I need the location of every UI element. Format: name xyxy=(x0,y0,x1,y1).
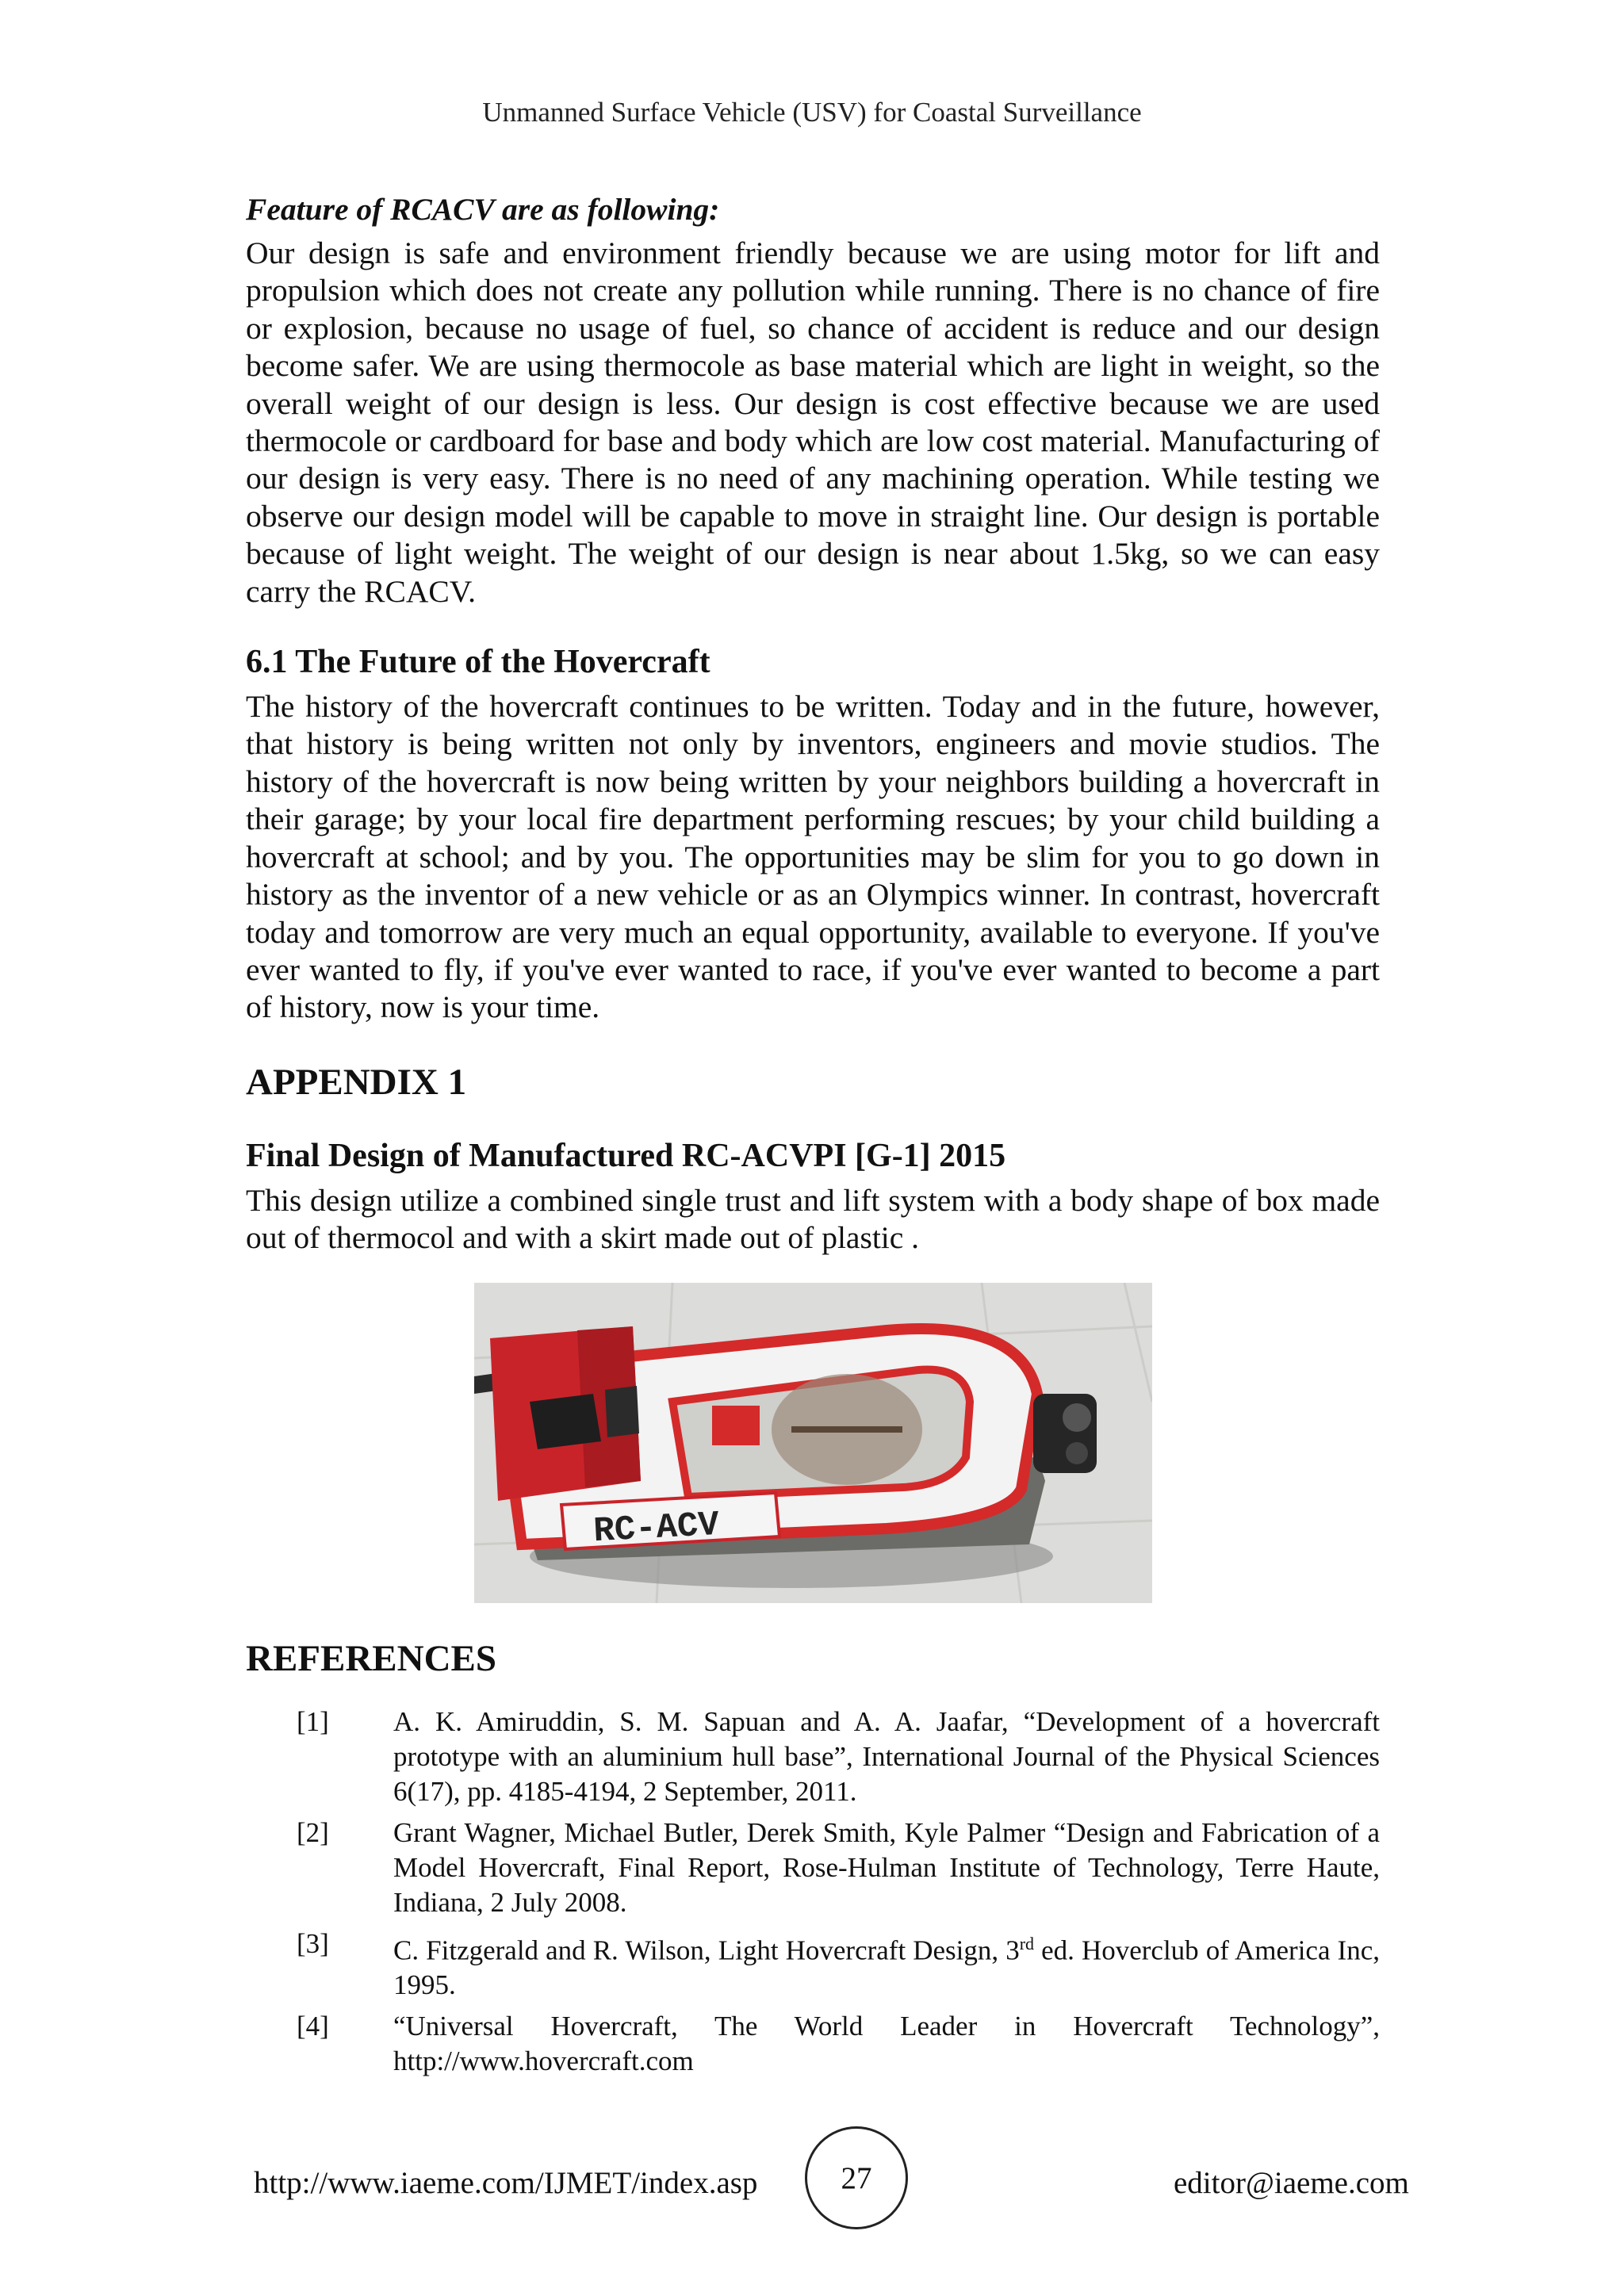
reference-number: [2] xyxy=(297,1816,329,1848)
reference-number: [3] xyxy=(297,1927,329,1959)
reference-list xyxy=(246,1705,1380,2080)
future-paragraph: The history of the hovercraft continues to be written. Today and in the future, however, that history is being written not only by inventors, engineers and movie studios. The history of the hovercraft is now being written by your neighbors building a hovercraft in their garage; by your local fire department performing rescues; by your child building a hovercraft at school; and by you. The opportunities may be slim for you to go down in history as the inventor of a new vehicle or as an Olympics winner. In contrast, hovercraft today and tomorrow are very much an equal opportunity, available to everyone. If you've ever wanted to fly, if you've ever wanted to race, if you've ever wanted to become a part of history, now is your time. xyxy=(246,689,1380,1025)
reference-text-part: ed. Hoverclub of America Inc, 1995. xyxy=(393,1934,1380,2001)
photo-label: RC-ACV xyxy=(592,1505,720,1552)
reference-item xyxy=(246,2009,1380,2079)
page-number: 27 xyxy=(805,2126,908,2229)
feature-heading: Feature of RCACV are as following: xyxy=(246,192,720,227)
reference-number: [4] xyxy=(297,2011,329,2042)
figure-container xyxy=(246,1283,1380,1603)
appendix-paragraph: This design utilize a combined single trust and lift system with a body shape of box made out of thermocol and with a skirt made out of plastic . xyxy=(246,1182,1380,1256)
reference-text xyxy=(393,1927,1380,2003)
reference-text: Grant Wagner, Michael Butler, Derek Smith, Kyle Palmer “Design and Fabrication of a Model Hovercraft, Final Report, Rose-Hulman Institute of Technology, Terre Haute, Indiana, 2 July 2008. xyxy=(393,1816,1380,1918)
reference-item xyxy=(246,1705,1380,1809)
footer-email[interactable]: editor@iaeme.com xyxy=(1174,2166,1409,2200)
reference-text-part: C. Fitzgerald and R. Wilson, Light Hovercraft Design, 3 xyxy=(393,1934,1020,1966)
feature-paragraph: Our design is safe and environment friendly because we are using motor for lift and propulsion which does not create any pollution while running. There is no chance of fire or explosion, because no usage of fuel, so chance of accident is reduce and our design become safer. We are using thermocole as base material which are light in weight, so the overall weight of our design is less. Our design is cost effective because we are used thermocole or cardboard for base and body which are low cost material. Manufacturing of our design is very easy. There is no need of any machining operation. While testing we observe our design model will be capable to move in straight line. Our design is portable because of light weight. The weight of our design is near about 1.5kg, so we can easy carry the RCACV. xyxy=(246,235,1380,609)
section-heading-future: 6.1 The Future of the Hovercraft xyxy=(246,644,710,681)
reference-superscript: rd xyxy=(1019,1933,1035,1954)
reference-item xyxy=(246,1816,1380,1920)
reference-number: [1] xyxy=(297,1705,329,1737)
running-header: Unmanned Surface Vehicle (USV) for Coastal Surveillance xyxy=(482,97,1142,128)
references-heading: REFERENCES xyxy=(246,1637,497,1679)
reference-text: A. K. Amiruddin, S. M. Sapuan and A. A. Jaafar, “Development of a hovercraft prototype with an aluminium hull base”, International Journal of the Physical Sciences 6(17), pp. 4185-4194, 2 September, 2011. xyxy=(393,1705,1380,1807)
reference-item xyxy=(246,1927,1380,2003)
footer-url[interactable]: http://www.iaeme.com/IJMET/index.asp xyxy=(254,2166,758,2200)
page-content xyxy=(246,190,1380,2085)
appendix-subheading: Final Design of Manufactured RC-ACVPI [G-1] 2015 xyxy=(246,1137,1006,1174)
hovercraft-photo xyxy=(474,1283,1152,1603)
reference-text: “Universal Hovercraft, The World Leader in Hovercraft Technology”, http://www.hovercraft.com xyxy=(393,2011,1380,2077)
appendix-heading: APPENDIX 1 xyxy=(246,1061,467,1103)
